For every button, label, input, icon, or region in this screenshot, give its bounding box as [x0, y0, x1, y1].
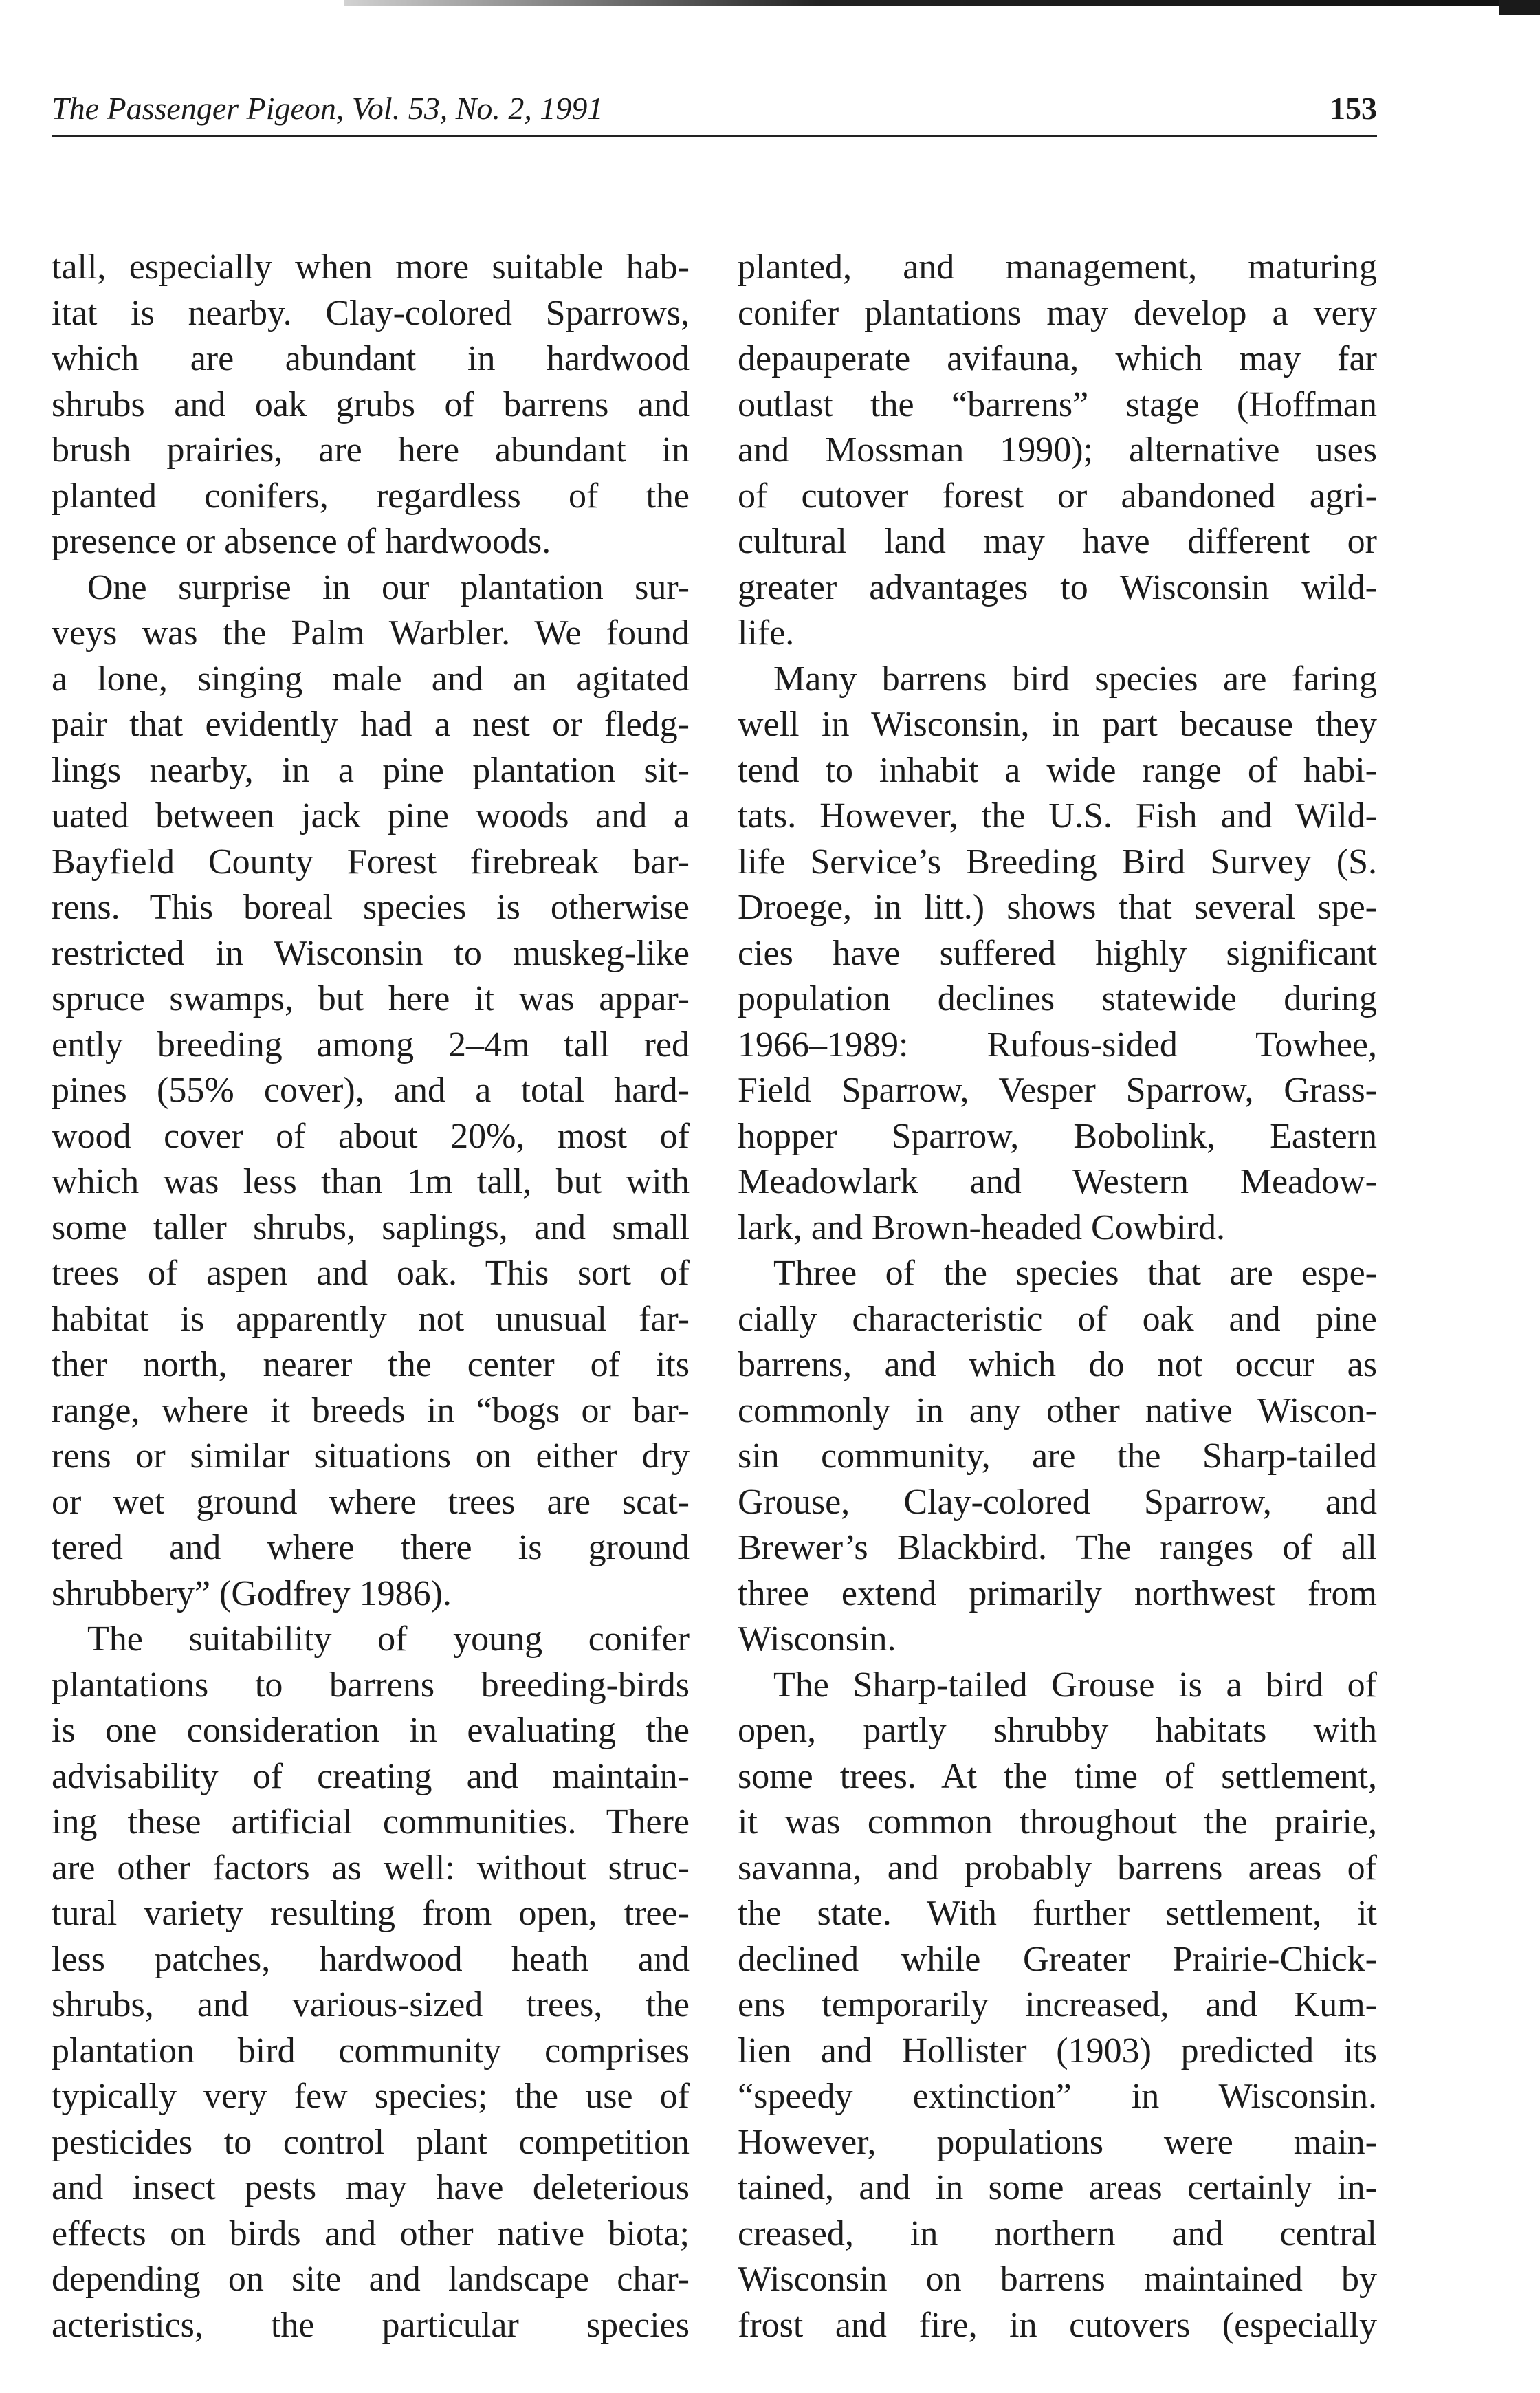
text-line: veys was the Palm Warbler. We found [52, 613, 690, 653]
text-line: frost and fire, in cutovers (especially [738, 2305, 1377, 2345]
left-column [52, 245, 690, 2348]
text-line: plantation bird community comprises [52, 2031, 690, 2070]
text-line: cies have suffered highly significant [738, 933, 1377, 973]
text-line: which was less than 1m tall, but with [52, 1162, 690, 1201]
paragraph [52, 245, 690, 565]
text-line: of cutover forest or abandoned agri- [738, 476, 1377, 516]
text-line: savanna, and probably barrens areas of [738, 1848, 1377, 1888]
text-line: advisability of creating and maintain- [52, 1756, 690, 1796]
scan-edge-shadow [344, 0, 1540, 6]
text-line: shrubbery” (Godfrey 1986). [52, 1573, 452, 1613]
paragraph [738, 657, 1377, 1252]
text-line: shrubs and oak grubs of barrens and [52, 384, 690, 424]
text-line: effects on birds and other native biota; [52, 2214, 690, 2253]
text-line: spruce swamps, but here it was appar- [52, 979, 690, 1018]
text-line: lings nearby, in a pine plantation sit- [52, 750, 690, 790]
text-line: restricted in Wisconsin to muskeg-like [52, 933, 690, 973]
text-line: shrubs, and various-sized trees, the [52, 1985, 690, 2024]
text-line: ently breeding among 2–4m tall red [52, 1025, 690, 1064]
scan-corner-shadow [1499, 0, 1540, 15]
text-line: 1966–1989: Rufous-sided Towhee, [738, 1025, 1377, 1064]
text-line: tall, especially when more suitable hab- [52, 248, 690, 287]
text-line: pines (55% cover), and a total hard- [52, 1071, 690, 1110]
text-line: are other factors as well: without struc- [52, 1848, 690, 1888]
text-line: planted, and management, maturing [738, 248, 1377, 287]
text-line: the state. With further settlement, it [738, 1894, 1377, 1933]
text-line: ther north, nearer the center of its [52, 1345, 690, 1384]
text-line: life Service’s Breeding Bird Survey (S. [738, 842, 1377, 882]
text-line: well in Wisconsin, in part because they [738, 705, 1377, 744]
text-line: conifer plantations may develop a very [738, 293, 1377, 333]
text-line: Three of the species that are espe- [773, 1254, 1377, 1293]
paragraph [738, 1663, 1377, 2349]
text-line: and Mossman 1990); alternative uses [738, 430, 1377, 470]
text-line: plantations to barrens breeding-birds [52, 1665, 690, 1705]
running-header [52, 88, 1377, 129]
text-line: lark, and Brown-headed Cowbird. [738, 1208, 1226, 1247]
text-line: rens. This boreal species is otherwise [52, 888, 690, 927]
text-line: cultural land may have different or [738, 522, 1377, 561]
text-line: Meadowlark and Western Meadow- [738, 1162, 1377, 1201]
text-line: some trees. At the time of settlement, [738, 1756, 1377, 1796]
text-line: and insect pests may have deleterious [52, 2168, 690, 2207]
text-line: However, populations were main- [738, 2122, 1377, 2162]
text-line: The suitability of young conifer [87, 1619, 690, 1659]
right-column [738, 245, 1377, 2348]
text-line: some taller shrubs, saplings, and small [52, 1208, 690, 1247]
text-line: cially characteristic of oak and pine [738, 1299, 1377, 1339]
text-line: hopper Sparrow, Bobolink, Eastern [738, 1116, 1377, 1156]
text-line: The Sharp-tailed Grouse is a bird of [773, 1665, 1377, 1705]
text-line: commonly in any other native Wiscon- [738, 1390, 1377, 1430]
text-line: acteristics, the particular species [52, 2305, 690, 2345]
text-line: barrens, and which do not occur as [738, 1345, 1377, 1384]
text-line: creased, in northern and central [738, 2214, 1377, 2253]
header-rule [52, 135, 1377, 137]
text-line: Many barrens bird species are faring [773, 659, 1377, 699]
text-line: ens temporarily increased, and Kum- [738, 1985, 1377, 2024]
text-line: habitat is apparently not unusual far- [52, 1299, 690, 1339]
text-line: ing these artificial communities. There [52, 1802, 690, 1842]
text-line: it was common throughout the prairie, [738, 1802, 1377, 1842]
text-line: greater advantages to Wisconsin wild- [738, 567, 1377, 607]
text-line: typically very few species; the use of [52, 2077, 690, 2116]
text-line: Grouse, Clay-colored Sparrow, and [738, 1482, 1377, 1522]
text-line: declined while Greater Prairie-Chick- [738, 1939, 1377, 1979]
text-line: uated between jack pine woods and a [52, 796, 690, 835]
text-line: tural variety resulting from open, tree- [52, 1894, 690, 1933]
text-line: depauperate avifauna, which may far [738, 339, 1377, 378]
text-line: less patches, hardwood heath and [52, 1939, 690, 1979]
text-line: presence or absence of hardwoods. [52, 522, 551, 561]
journal-title: The Passenger Pigeon, Vol. 53, No. 2, 1991 [52, 91, 604, 126]
text-line: tered and where there is ground [52, 1528, 690, 1567]
text-line: itat is nearby. Clay-colored Sparrows, [52, 293, 690, 333]
text-line: tats. However, the U.S. Fish and Wild- [738, 796, 1377, 835]
text-line: range, where it breeds in “bogs or bar- [52, 1390, 690, 1430]
paragraph [52, 1617, 690, 2348]
paragraph [738, 1251, 1377, 1663]
text-line: Wisconsin on barrens maintained by [738, 2260, 1377, 2299]
text-line: Wisconsin. [738, 1619, 896, 1659]
text-line: a lone, singing male and an agitated [52, 659, 690, 699]
text-line: tained, and in some areas certainly in- [738, 2168, 1377, 2207]
text-line: Brewer’s Blackbird. The ranges of all [738, 1528, 1377, 1567]
text-line: One surprise in our plantation sur- [87, 567, 690, 607]
text-line: trees of aspen and oak. This sort of [52, 1254, 690, 1293]
text-line: or wet ground where trees are scat- [52, 1482, 690, 1522]
text-line: open, partly shrubby habitats with [738, 1711, 1377, 1750]
text-line: three extend primarily northwest from [738, 1573, 1377, 1613]
text-line: wood cover of about 20%, most of [52, 1116, 690, 1156]
text-line: outlast the “barrens” stage (Hoffman [738, 384, 1377, 424]
text-line: lien and Hollister (1903) predicted its [738, 2031, 1377, 2070]
text-line: pesticides to control plant competition [52, 2122, 690, 2162]
text-line: planted conifers, regardless of the [52, 476, 690, 516]
text-line: brush prairies, are here abundant in [52, 430, 690, 470]
paragraph [738, 245, 1377, 657]
text-line: sin community, are the Sharp-tailed [738, 1436, 1377, 1476]
text-line: Bayfield County Forest firebreak bar- [52, 842, 690, 882]
page-number: 153 [1330, 91, 1377, 126]
text-line: rens or similar situations on either dry [52, 1436, 690, 1476]
text-line: tend to inhabit a wide range of habi- [738, 750, 1377, 790]
text-line: “speedy extinction” in Wisconsin. [738, 2077, 1377, 2116]
text-line: which are abundant in hardwood [52, 339, 690, 378]
text-line: pair that evidently had a nest or fledg- [52, 705, 690, 744]
paragraph [52, 565, 690, 1617]
text-line: is one consideration in evaluating the [52, 1711, 690, 1750]
text-line: population declines statewide during [738, 979, 1377, 1018]
text-line: Field Sparrow, Vesper Sparrow, Grass- [738, 1071, 1377, 1110]
text-line: Droege, in litt.) shows that several spe- [738, 888, 1377, 927]
text-line: depending on site and landscape char- [52, 2260, 690, 2299]
text-line: life. [738, 613, 795, 653]
